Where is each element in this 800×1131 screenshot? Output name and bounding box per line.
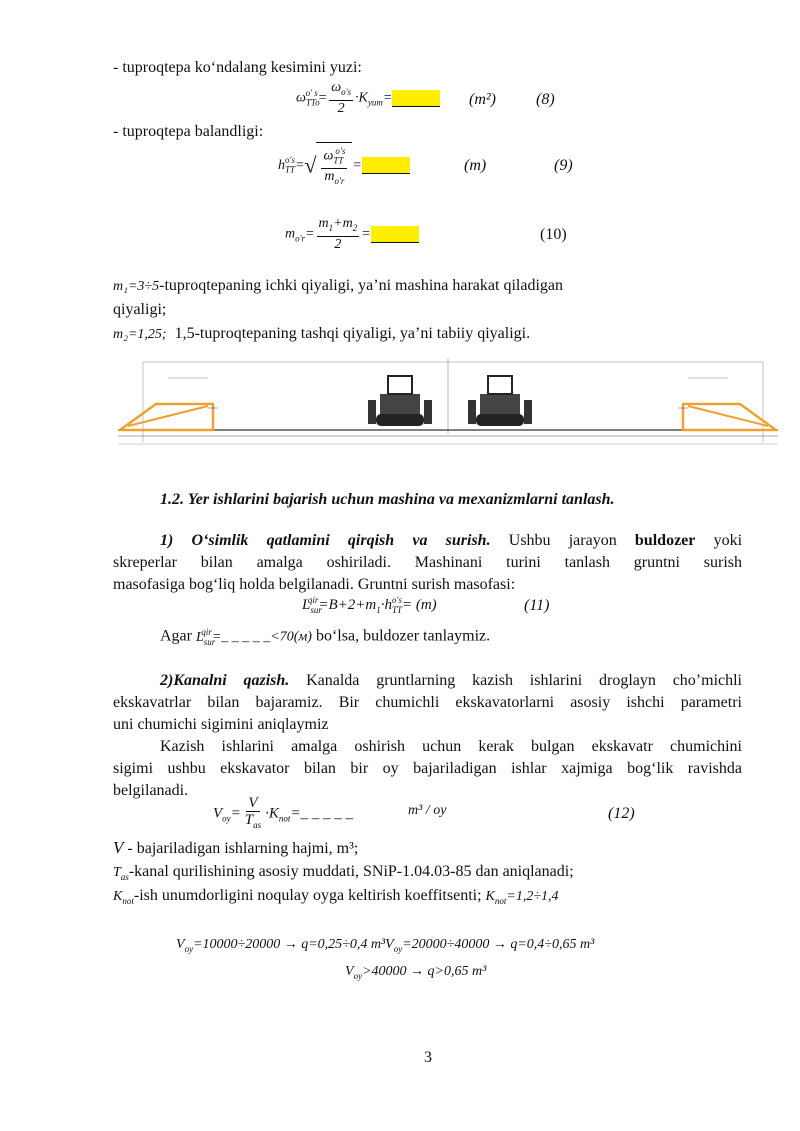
answer-box [371,226,419,243]
paragraph-line: 1) O‘simlik qatlamini qirqish va surish. Ushbu jarayon buldozer yoki [160,532,743,549]
definition-line: $K_{not}$-ish unumdorligini noqulay oyga keltirish koeffitsenti; $K_{not}=1,2\div 1,4$ [113,887,559,906]
paragraph-line: sigimi ushbu ekskavator bilan bir oy bajariladigan ishlar xajmiga bog‘lik ravishda [113,760,742,777]
equation-12: $V_{oy}=$ $\frac{V}{T_{as}}$ $\cdot K_{not}=\_$ _ _ _ _ [213,795,354,830]
unit: (m) [464,157,487,174]
paragraph-line: skreperlar bilan amalga oshiriladi. Mashinani turini tanlash gruntni surish [113,554,742,571]
paragraph-line: ekskavatrlar bilan bajaramiz. Bir chumichli ekskavatorlarni asosiy ishchi parametri [113,694,742,711]
text-line: m₂=1,25; 1,5-tuproqtepaning tashqi qiyaligi, ya’ni tabiiy qiyaligi. [113,325,531,342]
equation-10: $m_{o'r}=$ $\frac{m_1+m_2}{2}$ = [285,216,419,253]
paragraph-line: uni chumichi sigimini aniqlaymiz [113,716,329,733]
bulldozer-icon [468,376,532,426]
equation-number: (9) [554,157,573,174]
text-line: qiyaligi; [113,301,167,318]
embankment-cross-section-drawing [118,354,778,454]
page-number: 3 [424,1049,432,1066]
equation-8: $\omega_{TTo}^{o' s}=$ $\frac{\omega_{o's}}{2}$ $\cdot K_{yum}=$ [296,80,440,117]
answer-box [392,90,440,107]
paragraph-line: Kazish ishlarini amalga oshirish uchun kerak bulgan ekskavatr chumichini [160,738,742,755]
text-line: - tuproqtepa balandligi: [113,123,264,140]
equation-11: $L_{sur}^{qir}=B+2+m_1\cdot h_{TT}^{o's}= (m)$ [302,595,437,615]
unit: (m²) [469,91,497,108]
range-line: $V_{oy}>40000 \to q>0,65$ m³ [345,964,487,981]
equation-number: (8) [536,91,555,108]
range-line: $V_{oy}=10000\div 20000 \to q=0,25\div 0,4$ $m^3V_{oy}=20000\div 40000 \to q=0,4\div 0,65$ m³ [176,937,595,954]
text-line: m₁=3÷5-tuproqtepaning ichki qiyaligi, ya’ni mashina harakat qiladigan [113,277,563,294]
equation-number: (11) [524,597,550,614]
unit: m³ / oy [408,803,447,818]
definition-line: V - bajariladigan ishlarning hajmi, m³; [113,838,359,857]
paragraph-line: belgilanadi. [113,782,189,799]
section-title: 1.2. Yer ishlarini bajarish uchun mashina va mexanizmlarni tanlash. [160,491,615,508]
paragraph-line: masofasiga bog‘liq holda belgilanadi. Gruntni surish masofasi: [113,576,516,593]
equation-number: (12) [608,805,635,822]
answer-box [362,157,410,174]
text-line: - tuproqtepa ko‘ndalang kesimini yuzi: [113,59,362,76]
bulldozer-icon [368,376,432,426]
definition-line: $T_{as}$-kanal qurilishining asosiy muddati, SNiP-1.04.03-85 dan aniqlanadi; [113,863,574,882]
equation-9: $h_{TT}^{o's}=√$ $\frac{\omega_{TT}^{o's}}{m_{o'r}}$ = [278,142,410,189]
condition-line: Agar $L_{sur}^{qir}=\_$ _ _ _ _<70(м) bo‘lsa, buldozer tanlaymiz. [160,627,491,647]
equation-number: (10) [540,226,567,243]
paragraph-line: 2)Kanalni qazish. Kanalda gruntlarning kazish ishlarini droglayn cho’michli [160,672,743,689]
